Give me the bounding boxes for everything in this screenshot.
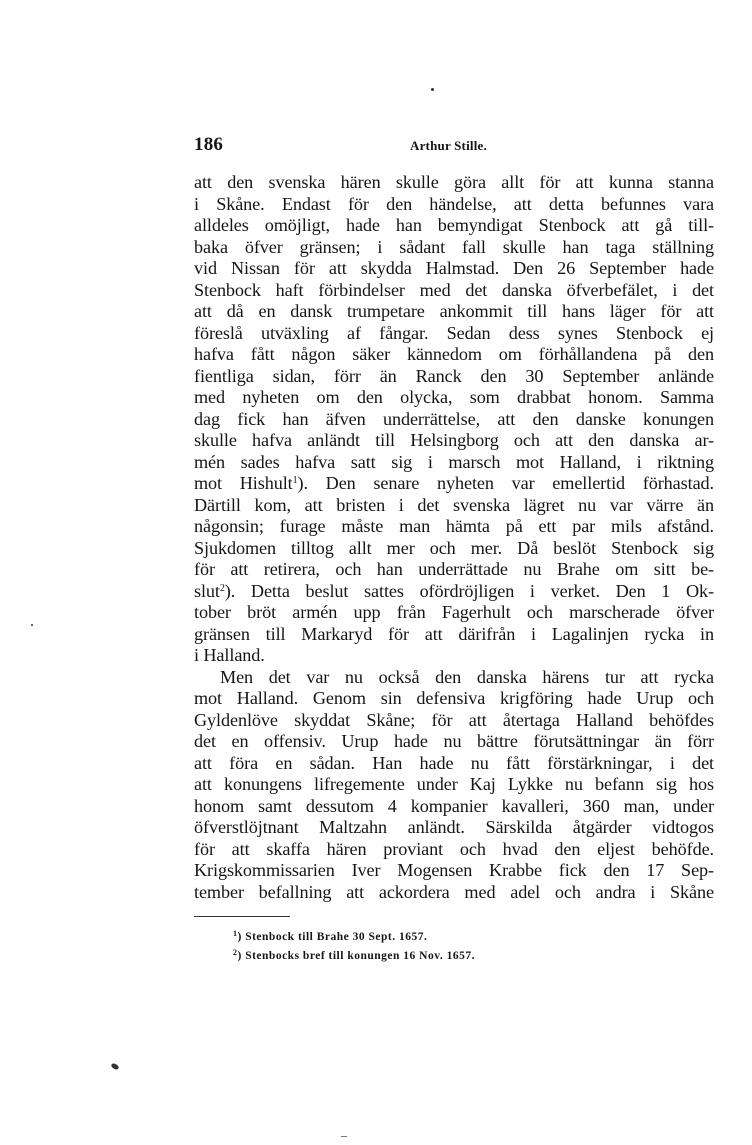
text-segment: mot Hishult [194,473,293,493]
text-line: att då en dansk trumpetare ankommit till hans läger för att [194,301,714,321]
footnote-divider [194,916,290,917]
footnote-marker: 1 [233,929,238,938]
text-line: dag fick han äfven underrättelse, att den danske konungen [194,408,714,429]
page-number: 186 [194,134,224,155]
footnotes [233,928,693,966]
ink-blot [110,1062,119,1070]
text-line-with-footnote-ref [194,473,714,495]
text-line: att föra en sådan. Han hade nu fått förstärkningar, i det [194,752,714,773]
text-line: hafva fått någon säker kännedom om förhållandena på den [194,344,714,364]
text-line-with-footnote-ref [194,581,714,603]
text-line: gränsen till Markaryd för att därifrån i Lagalinjen rycka in [194,623,714,644]
text-line: i Skåne. Endast för den händelse, att detta befunnes vara [194,193,714,214]
text-line: Krigskommissarien Iver Mogensen Krabbe fick den 17 Sep- [194,860,714,880]
text-line: Därtill kom, att bristen i det svenska lägret nu var värre än [194,494,714,515]
text-line: skulle hafva anländt till Helsingborg och att den danska ar- [194,430,714,450]
text-line-paragraph-end: i Halland. [194,645,265,665]
text-line: öfverstlöjtnant Maltzahn anländt. Särskilda åtgärder vidtogos [194,817,714,837]
body-text [194,172,714,903]
print-speck [431,88,434,91]
text-line: mén sades hafva satt sig i marsch mot Halland, i riktning [194,451,714,472]
text-line: honom samt dessutom 4 kompanier kavalleri, 360 man, under [194,795,714,816]
footnote-1 [233,928,693,947]
print-speck [341,1136,347,1137]
text-line: mot Halland. Genom sin defensiva krigföring hade Urup och [194,688,714,708]
print-speck [31,624,33,626]
footnote-ref: 1 [292,475,298,486]
text-segment: ). Detta beslut sattes ofördröjligen i verket. Den 1 Ok- [224,580,714,601]
text-segment: ). Den senare nyheten var emellertid förhastad. [297,473,714,493]
text-line: tember befallning att ackordera med adel och andra i Skåne [194,881,714,902]
footnote-marker: 2 [233,948,238,957]
text-line: med nyheten om den olycka, som drabbat honom. Samma [194,387,714,407]
text-line: Sjukdomen tilltog allt mer och mer. Då beslöt Stenbock sig [194,537,714,558]
text-line: Gyldenlöve skyddat Skåne; för att återtaga Halland behöfdes [194,709,714,730]
running-head: Arthur Stille. [410,138,487,153]
text-segment: slut [194,580,220,601]
text-line: att den svenska hären skulle göra allt för att kunna stanna [194,172,714,192]
text-line: baka öfver gränsen; i sådant fall skulle han taga ställning [194,236,714,257]
text-line: någonsin; furage måste man hämta på ett par mils afstånd. [194,516,714,536]
text-line: vid Nissan för att skydda Halmstad. Den 26 September hade [194,258,714,278]
footnote-text: ) Stenbock till Brahe 30 Sept. 1657. [237,931,428,943]
text-line: föreslå utväxling af fångar. Sedan dess synes Stenbock ej [194,322,714,343]
text-line: alldeles omöjligt, hade han bemyndigat Stenbock att gå till- [194,215,714,235]
text-line: det en offensiv. Urup hade nu bättre förutsättningar än förr [194,731,714,751]
text-line: för att retirera, och han underrättade nu Brahe om sitt be- [194,559,714,579]
text-line: att konungens lifregemente under Kaj Lykke nu befann sig hos [194,774,714,794]
footnote-ref: 2 [219,582,225,594]
text-line: tober bröt armén upp från Fagerhult och marscherade öfver [194,602,714,622]
footnote-2 [233,947,693,966]
text-line-paragraph-start: Men det var nu också den danska härens tur att rycka [220,666,714,687]
page-header [194,134,714,160]
footnote-text: ) Stenbocks bref till konungen 16 Nov. 1657. [237,950,475,962]
text-line: för att skaffa hären proviant och hvad den eljest behöfde. [194,838,714,859]
text-line: Stenbock haft förbindelser med det danska öfverbefälet, i det [194,279,714,300]
text-line: fientliga sidan, förr än Ranck den 30 September anlände [194,365,714,386]
